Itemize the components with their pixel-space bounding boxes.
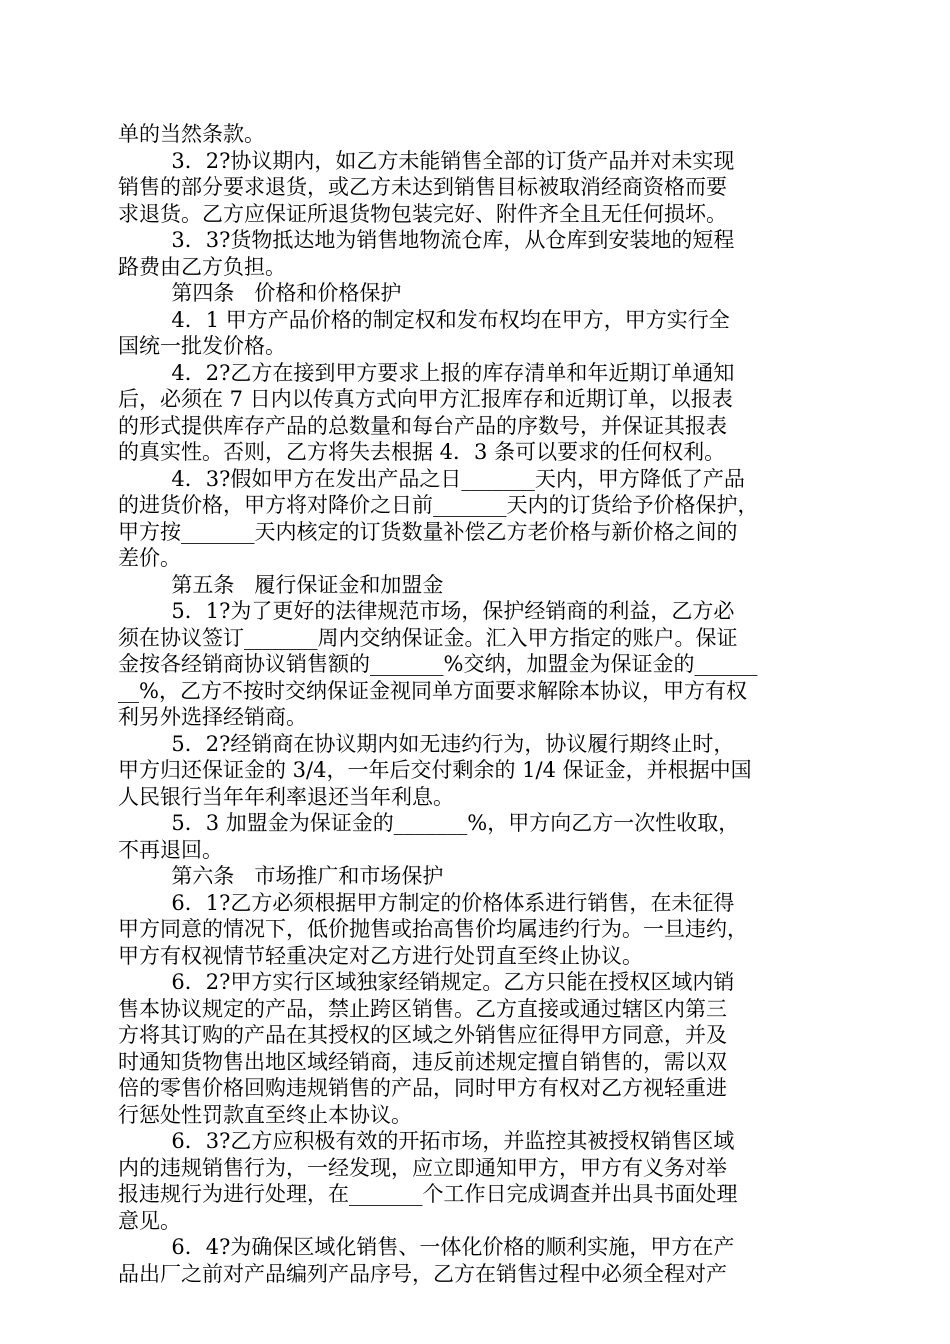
section-heading: 第六条 市场推广和市场保护 (118, 864, 444, 888)
text-line: 甲方按_______天内核定的订货数量补偿乙方老价格与新价格之间的 (118, 519, 738, 544)
text-line: 销售的部分要求退货，或乙方未达到销售目标被取消经商资格而要 (118, 175, 727, 199)
text-line: 须在协议签订_______周内交纳保证金。汇入甲方指定的账户。保证 (118, 625, 738, 650)
text-line: 4．1 甲方产品价格的制定权和发布权均在甲方，甲方实行全 (118, 307, 730, 332)
text-line: 3．2?协议期内，如乙方未能销售全部的订货产品并对未实现 (118, 148, 735, 173)
text-line: 售本协议规定的产品，禁止跨区销售。乙方直接或通过辖区内第三 (118, 996, 727, 1021)
text-line: 甲方归还保证金的 3/4，一年后交付剩余的 1/4 保证金，并根据中国 (118, 758, 752, 782)
text-line: 品出厂之前对产品编列产品序号，乙方在销售过程中必须全程对产 (118, 1261, 727, 1286)
text-line: 4．2?乙方在接到甲方要求上报的库存清单和年近期订单通知 (118, 360, 735, 385)
text-line: __%，乙方不按时交纳保证金视同单方面要求解除本协议，甲方有权 (118, 678, 747, 703)
document-page (118, 121, 818, 1287)
text-line: 5．2?经销商在协议期内如无违约行为，协议履行期终止时， (118, 731, 735, 756)
text-line: 差价。 (118, 546, 181, 570)
text-line: 报违规行为进行处理，在_______个工作日完成调查并出具书面处理 (118, 1182, 738, 1206)
text-line: 求退货。乙方应保证所退货物包装完好、附件齐全且无任何损坏。 (118, 201, 727, 226)
text-line: 的进货价格，甲方将对降价之日前_______天内的订货给予价格保护， (118, 493, 759, 517)
section-heading: 第五条 履行保证金和加盟金 (118, 572, 444, 597)
text-line: 方将其订购的产品在其授权的区域之外销售应征得甲方同意，并及 (118, 1023, 727, 1047)
text-line: 6．3?乙方应积极有效的开拓市场，并监控其被授权销售区域 (118, 1129, 735, 1153)
text-line: 路费由乙方负担。 (118, 254, 286, 279)
text-line: 5．3 加盟金为保证金的_______%，甲方向乙方一次性收取， (118, 811, 740, 835)
text-line: 6．4?为确保区域化销售、一体化价格的顺利实施，甲方在产 (118, 1235, 735, 1259)
text-line: 4．3?假如甲方在发出产品之日_______天内，甲方降低了产品 (118, 466, 745, 491)
text-line: 金按各经销商协议销售额的_______%交纳，加盟金为保证金的______ (118, 652, 758, 676)
text-line: 的真实性。否则，乙方将失去根据 4．3 条可以要求的任何权利。 (118, 440, 726, 464)
section-heading: 第四条 价格和价格保护 (118, 281, 402, 305)
text-line: 后，必须在 7 日内以传真方式向甲方汇报库存和近期订单，以报表 (118, 387, 733, 411)
text-line: 人民银行当年年利率退还当年利息。 (118, 784, 454, 809)
text-line: 6．2?甲方实行区域独家经销规定。乙方只能在授权区域内销 (118, 970, 735, 994)
text-line: 5．1?为了更好的法律规范市场，保护经销商的利益，乙方必 (118, 599, 735, 623)
text-line: 6．1?乙方必须根据甲方制定的价格体系进行销售，在未征得 (118, 890, 735, 915)
text-line: 国统一批发价格。 (118, 334, 286, 358)
text-line: 时通知货物售出地区域经销商，违反前述规定擅自销售的，需以双 (118, 1049, 727, 1074)
text-line: 意见。 (118, 1208, 181, 1233)
text-line: 3．3?货物抵达地为销售地物流仓库，从仓库到安装地的短程 (118, 228, 735, 252)
text-line: 单的当然条款。 (118, 122, 265, 146)
text-line: 行惩处性罚款直至终止本协议。 (118, 1102, 412, 1127)
text-line: 不再退回。 (118, 837, 223, 862)
text-line: 倍的零售价格回购违规销售的产品，同时甲方有权对乙方视轻重进 (118, 1076, 727, 1100)
text-line: 甲方有权视情节轻重决定对乙方进行处罚直至终止协议。 (118, 943, 643, 968)
text-line: 的形式提供库存产品的总数量和每台产品的序数号，并保证其报表 (118, 413, 727, 438)
text-line: 内的违规销售行为，一经发现，应立即通知甲方，甲方有义务对举 (118, 1155, 727, 1180)
text-line: 利另外选择经销商。 (118, 705, 307, 729)
text-line: 甲方同意的情况下，低价抛售或抬高售价均属违约行为。一旦违约， (118, 917, 748, 941)
